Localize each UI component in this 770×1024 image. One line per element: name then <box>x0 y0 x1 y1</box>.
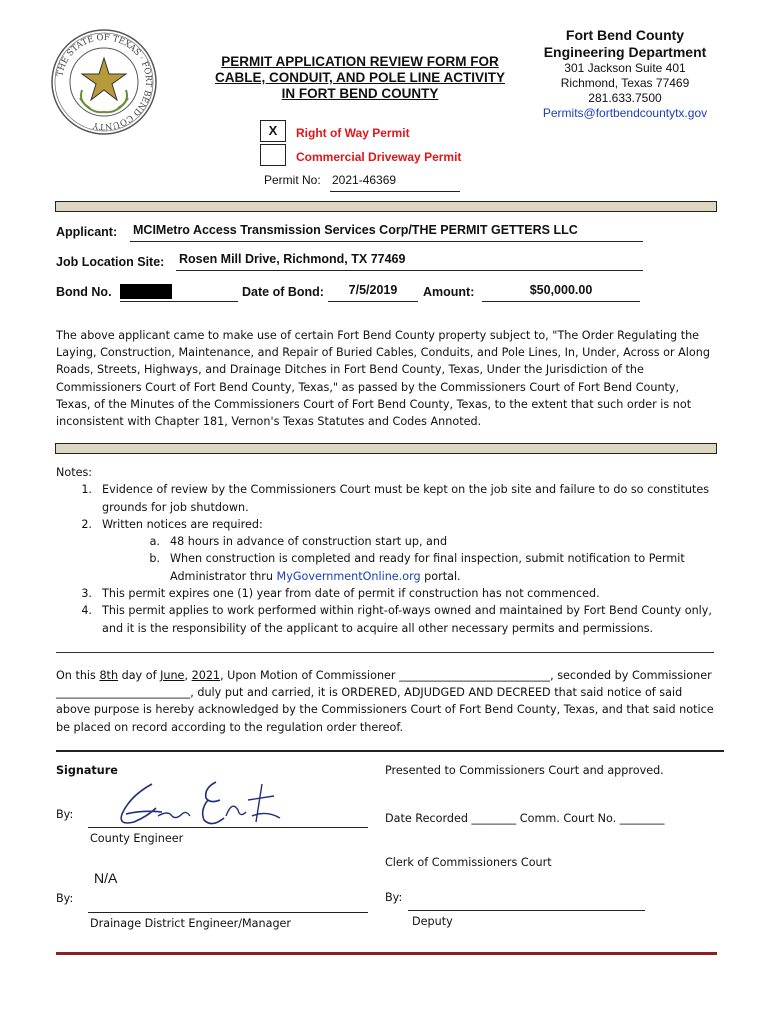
driveway-permit-checkbox[interactable] <box>260 144 286 166</box>
note-number: a. <box>149 535 160 549</box>
divider-line <box>56 750 724 752</box>
drainage-engineer-label: Drainage District Engineer/Manager <box>90 917 292 930</box>
county-engineer-label: County Engineer <box>90 832 184 845</box>
form-title <box>190 54 530 102</box>
permit-no-value: 2021-46369 <box>330 173 460 192</box>
handwritten-signature <box>112 770 292 832</box>
bond-no-label: Bond No. <box>56 285 112 299</box>
bond-no-redaction <box>120 284 172 299</box>
by-label: By: <box>56 808 74 821</box>
note-number: 4. <box>81 604 92 618</box>
note-item <box>56 585 721 602</box>
clerk-label: Clerk of Commissioners Court <box>385 856 552 869</box>
mygovernmentonline-link[interactable]: MyGovernmentOnline.org <box>276 569 421 583</box>
drainage-signature-line[interactable] <box>88 912 368 913</box>
order-text: , Upon Motion of Commissioner ___________________________, seconded by Commissioner ________________________, duly put and carried, it is ORDERED, ADJUDGED AND DECREED that said notice of said above purpose is hereby acknowledged by the Commissioners Court of Fort Bend County, Texas, and that said notice be placed on record according to the regulation order thereof. <box>56 669 714 734</box>
note-text <box>170 550 721 585</box>
amount-label: Amount: <box>423 285 475 299</box>
note-text-part: When construction is completed and ready for final inspection, submit notification to Permit Administrator thru <box>170 552 685 583</box>
note-text: Written notices are required: <box>102 517 263 531</box>
notes-section <box>56 464 721 637</box>
signature-heading: Signature <box>56 764 118 777</box>
note-number: 2. <box>81 517 92 531</box>
section-divider <box>55 443 717 454</box>
bond-date-value: 7/5/2019 <box>328 283 418 302</box>
note-text: This permit expires one (1) year from date of permit if construction has not commenced. <box>102 587 600 601</box>
na-value: N/A <box>94 870 118 886</box>
note-item <box>56 481 721 516</box>
order-day: 8th <box>99 669 119 682</box>
row-permit-label: Right of Way Permit <box>296 126 410 140</box>
dept-name-2: Engineering Department <box>543 44 707 60</box>
note-text-part: portal. <box>420 569 461 583</box>
department-block <box>530 27 720 121</box>
note-number: 1. <box>81 483 92 497</box>
svg-text:THE STATE OF TEXAS · FORT BEND: THE STATE OF TEXAS · FORT BEND COUNTY <box>55 32 154 132</box>
note-text: Evidence of review by the Commissioners Court must be kept on the job site and failure to do so constitutes grounds for job shutdown. <box>102 483 710 514</box>
order-year: 2021 <box>191 669 221 682</box>
applicant-label: Applicant: <box>56 225 118 239</box>
note-item <box>56 602 721 637</box>
job-location-label: Job Location Site: <box>56 255 165 269</box>
footer-rule <box>56 952 717 955</box>
order-text: , <box>184 669 192 682</box>
dept-address-1: 301 Jackson Suite 401 <box>564 61 686 75</box>
driveway-permit-label: Commercial Driveway Permit <box>296 150 462 164</box>
title-line-3: IN FORT BEND COUNTY <box>281 86 439 101</box>
note-number: b. <box>149 552 160 566</box>
order-text: day of <box>118 669 161 682</box>
by-label: By: <box>56 892 74 905</box>
deputy-signature-line[interactable] <box>408 910 645 911</box>
presented-text: Presented to Commissioners Court and approved. <box>385 764 664 777</box>
dept-name-1: Fort Bend County <box>565 27 685 43</box>
order-paragraph <box>56 667 716 736</box>
amount-value: $50,000.00 <box>482 283 640 302</box>
county-seal-logo <box>50 28 158 136</box>
date-recorded-text: Date Recorded ________ Comm. Court No. ________ <box>385 812 665 825</box>
deputy-label: Deputy <box>412 915 453 928</box>
title-line-1: PERMIT APPLICATION REVIEW FORM FOR <box>221 54 499 69</box>
note-number: 3. <box>81 587 92 601</box>
order-month: June <box>160 669 185 682</box>
title-line-2: CABLE, CONDUIT, AND POLE LINE ACTIVITY <box>214 70 505 85</box>
by-label: By: <box>385 891 403 904</box>
dept-email-link[interactable]: Permits@fortbendcountytx.gov <box>542 106 708 120</box>
note-text: 48 hours in advance of construction start up, and <box>170 535 448 549</box>
order-text: On this <box>56 669 100 682</box>
dept-phone: 281.633.7500 <box>588 91 662 105</box>
note-subitem <box>56 533 721 550</box>
bond-date-label: Date of Bond: <box>242 285 324 299</box>
note-item <box>56 516 721 533</box>
notes-heading: Notes: <box>56 466 93 479</box>
note-subitem <box>56 550 721 585</box>
job-location-value: Rosen Mill Drive, Richmond, TX 77469 <box>176 252 643 271</box>
bond-no-field <box>120 284 238 302</box>
dept-address-2: Richmond, Texas 77469 <box>560 76 690 90</box>
row-permit-checkbox[interactable]: X <box>260 120 286 142</box>
applicant-value: MCIMetro Access Transmission Services Corp/THE PERMIT GETTERS LLC <box>130 223 643 242</box>
divider-line <box>56 652 714 653</box>
permit-no-label: Permit No: <box>264 173 321 187</box>
section-divider <box>55 201 717 212</box>
authority-paragraph: The above applicant came to make use of certain Fort Bend County property subject to, "The Order Regulating the Laying, Construction, Maintenance, and Repair of Buried Cables, Conduits, and Pole Lines, In, Under, Across or Along Roads, Streets, Highways, and Drainage Ditches in Fort Bend County, Texas, Under the Jurisdiction of the Commissioners Court of Fort Bend County, Texas," as passed by the Commissioners Court of Fort Bend County, Texas, of the Minutes of the Commissioners Court of Fort Bend County, Texas, to the extent that such order is not inconsistent with Chapter 181, Vernon's Texas Statutes and Codes Annoted. <box>56 329 710 429</box>
note-text: This permit applies to work performed within right-of-ways owned and maintained by Fort Bend County only, and it is the responsibility of the applicant to acquire all other necessary permits and permissions. <box>102 604 712 635</box>
